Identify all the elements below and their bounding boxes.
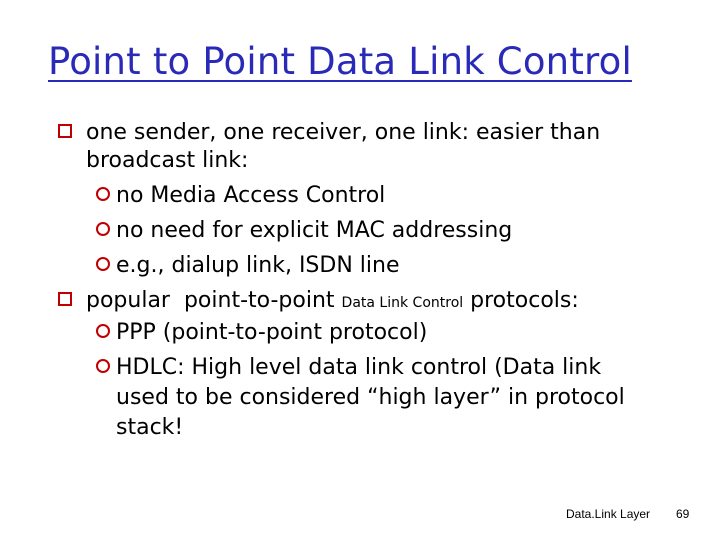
- sub-bullet-item: [96, 355, 601, 381]
- footer-label: Data.Link Layer: [566, 507, 651, 521]
- bullet-item: [58, 120, 600, 146]
- square-bullet-icon: [58, 124, 72, 138]
- sub-bullet-text: HDLC: High level data link control (Data link: [116, 355, 602, 380]
- page-number: 69: [676, 507, 690, 521]
- bullet-item: [58, 288, 579, 316]
- sub-bullet-text: PPP (point-to-point protocol): [116, 320, 428, 345]
- sub-bullet-continuation: stack!: [116, 415, 184, 440]
- sub-bullet-item: [96, 320, 427, 346]
- sub-bullet-text: e.g., dialup link, ISDN line: [116, 253, 400, 278]
- circle-bullet-icon: [96, 222, 110, 236]
- sub-bullet-text: no need for explicit MAC addressing: [116, 218, 513, 243]
- sub-bullet-item: [96, 218, 512, 244]
- bullet-text: one sender, one receiver, one link: easier than: [86, 120, 601, 145]
- slide-title: Point to Point Data Link Control: [48, 40, 632, 83]
- bullet-text-prefix: popular point-to-point: [86, 288, 342, 313]
- sub-bullet-item: [96, 183, 385, 209]
- sub-bullet-continuation: used to be considered “high layer” in protocol: [116, 385, 625, 410]
- sub-bullet-item: [96, 253, 400, 279]
- bullet-text-suffix: protocols:: [463, 288, 579, 313]
- bullet-continuation: broadcast link:: [86, 148, 249, 173]
- circle-bullet-icon: [96, 324, 110, 338]
- sub-bullet-text: no Media Access Control: [116, 183, 386, 208]
- circle-bullet-icon: [96, 257, 110, 271]
- circle-bullet-icon: [96, 187, 110, 201]
- bullet-text-small: Data Link Control: [341, 295, 464, 311]
- circle-bullet-icon: [96, 359, 110, 373]
- square-bullet-icon: [58, 292, 72, 306]
